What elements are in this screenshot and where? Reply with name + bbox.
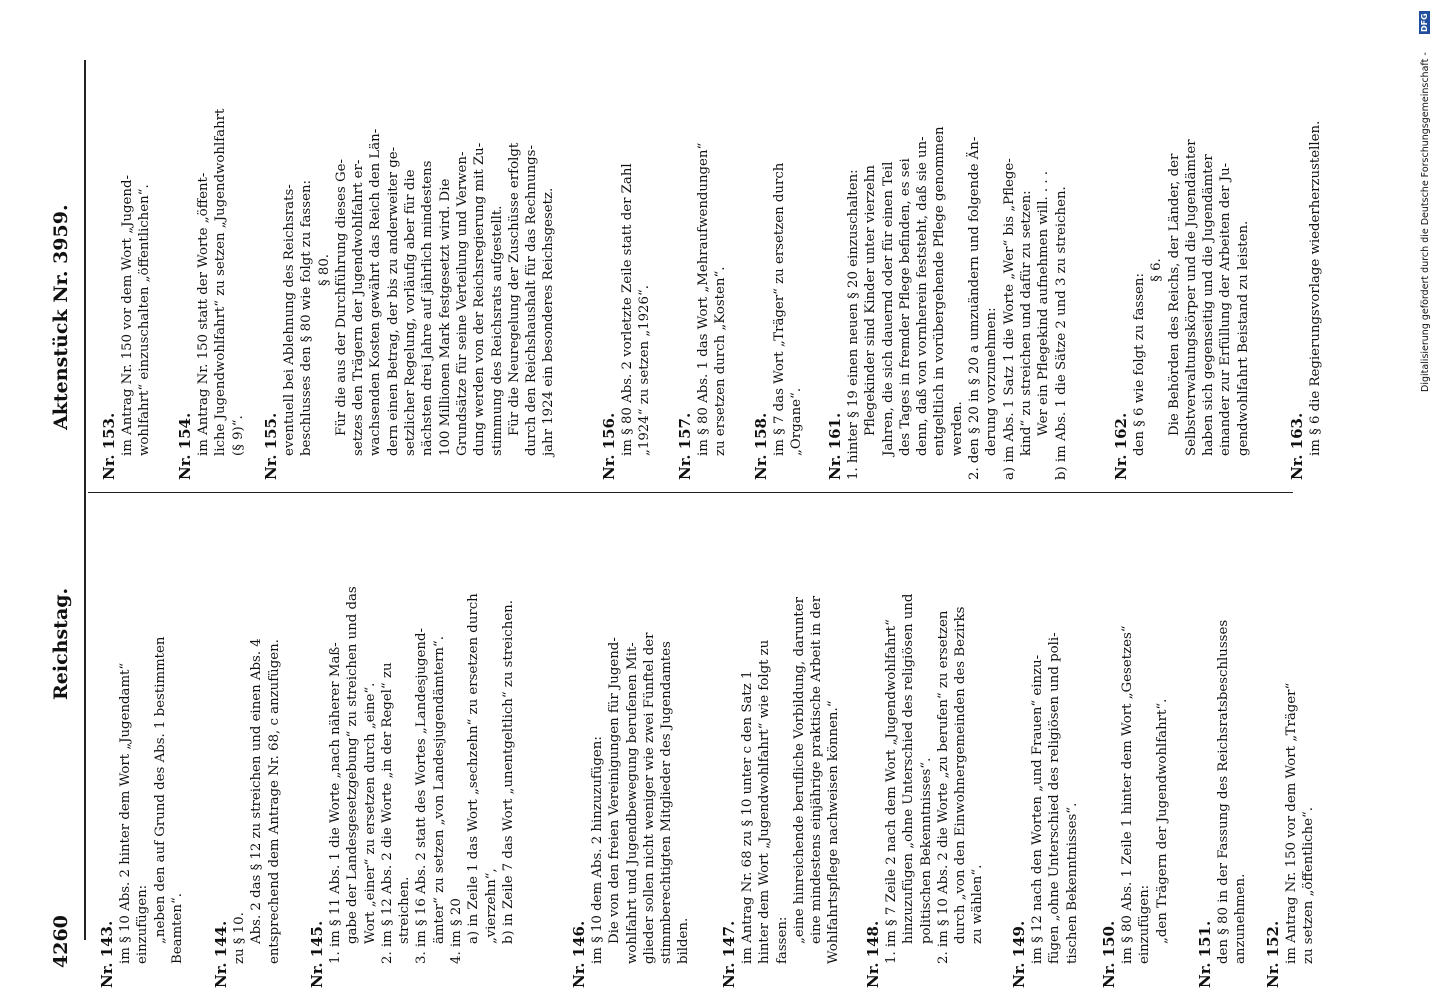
item-153: Nr. 153. im Antrag Nr. 150 vor dem Wort „Jugend- wohlfahrt“ einzuschalten „öffentlichen“.	[100, 60, 154, 480]
header-rule	[84, 60, 86, 940]
item-number: Nr. 157.	[676, 412, 694, 480]
item-150: Nr. 150. im § 80 Abs. 1 Zeile 1 hinter dem Wort „Gesetzes“ einzufügen: „den Trägern der Jugendwohlfahrt“.	[1100, 568, 1171, 988]
item-158: Nr. 158. im § 7 das Wort „Träger“ zu ersetzen durch „Organe“.	[752, 60, 806, 480]
item-145: Nr. 145. 1. im § 11 Abs. 1 die Worte „nach näherer Maß- gabe der Landesgesetzgebung“ zu streichen und das Wort „einer“ zu ersetzen durch „eine“. 2. im § 12 Abs. 2 die Worte „in der Regel“ zu streichen. 3. im § 16 Abs. 2 statt des Wortes „Landesjugend- ämter“ zu setzen „von Landesjugendämtern“. 4. im § 20 a) in Zeile 1 das Wort „sechzehn“ zu ersetzen durch „vierzehn“, b) in Zeile 7 das Wort „unentgeltlich“ zu streichen.	[308, 568, 517, 988]
item-number: Nr. 155.	[262, 412, 280, 480]
item-number: Nr. 161.	[826, 412, 844, 480]
item-147: Nr. 147. im Antrag Nr. 68 zu § 10 unter c den Satz 1 hinter dem Wort „Jugendwohlfahrt“ wie folgt zu fassen: „eine hinreichende berufliche Vorbildung, darunter eine mindestens einjährige praktische Arbeit in der Wohlfahrtspflege nachweisen können.“	[720, 568, 843, 988]
item-number: Nr. 150.	[1100, 920, 1118, 988]
digitization-note: Digitalisierung gefördert durch die Deutsche Forschungsgemeinschaft -	[1420, 52, 1431, 392]
item-number: Nr. 148.	[864, 920, 882, 988]
item-number: Nr. 163.	[1288, 412, 1306, 480]
item-146: Nr. 146. im § 10 dem Abs. 2 hinzuzufügen: Die von den freien Vereinigungen für Jugend- wohlfahrt und Jugendbewegung berufenen Mit- glieder sollen nicht weniger wie zwei Fünftel der stimmberechtigten Mitglieder des Jugendamtes bilden.	[570, 568, 693, 988]
item-156: Nr. 156. im § 80 Abs. 2 vorletzte Zeile statt der Zahl „1924“ zu setzen „1926“.	[600, 60, 654, 480]
item-149: Nr. 149. im § 12 nach den Worten „und Frauen“ einzu- fügen „ohne Unterschied des religiösen und poli- tischen Bekenntnisses“.	[1010, 568, 1081, 988]
item-number: Nr. 153.	[100, 412, 118, 480]
item-number: Nr. 152.	[1264, 920, 1282, 988]
item-number: Nr. 144.	[212, 920, 230, 988]
item-148: Nr. 148. 1. im § 7 Zeile 2 nach dem Wort „Jugendwohlfahrt“ hinzuzufügen „ohne Unterschied des religiösen und politischen Bekenntnisses“. 2. im § 10 Abs. 2 die Worte „zu berufen“ zu ersetzen durch „von den Einwohnergemeinden des Bezirks zu wählen“.	[864, 568, 987, 988]
item-163: Nr. 163. im § 6 die Regierungsvorlage wiederherzustellen.	[1288, 60, 1324, 480]
page-number: 4260	[50, 915, 72, 968]
column-divider	[88, 492, 1293, 493]
item-157: Nr. 157. im § 80 Abs. 1 das Wort „Mehraufwendungen“ zu ersetzen durch „Kosten“.	[676, 60, 730, 480]
item-161: Nr. 161. 1. hinter § 19 einen neuen § 20 einzuschalten: Pflegekinder sind Kinder unter vierzehn Jahren, die sich dauernd oder für einen Teil des Tages in fremder Pflege befinden, es sei denn, daß von vornherein feststeht, daß sie un- entgeltlich in vorübergehende Pflege genommen werden. 2. den § 20 in § 20 a umzuändern und folgende Än- derung vorzunehmen: a) im Abs. 1 Satz 1 die Worte „Wer“ bis „Pflege- kind“ zu streichen und dafür zu setzen: Wer ein Pflegekind aufnehmen will. . . . b) im Abs. 1 die Sätze 2 und 3 zu streichen.	[826, 60, 1070, 480]
item-151: Nr. 151. den § 80 in der Fassung des Reichsratsbeschlusses anzunehmen.	[1196, 568, 1250, 988]
item-144: Nr. 144. zu § 10. Abs. 2 das § 12 zu streichen und einen Abs. 4 entsprechend dem Antrage Nr. 68, c anzufügen.	[212, 568, 283, 988]
document-title: Aktenstück Nr. 3959.	[50, 204, 72, 430]
item-154: Nr. 154. im Antrag Nr. 150 statt der Worte „öffent- liche Jugendwohlfahrt“ zu setzen „Jugendwohlfahrt (§ 9)“.	[176, 60, 247, 480]
item-number: Nr. 145.	[308, 920, 326, 988]
item-number: Nr. 162.	[1112, 412, 1130, 480]
item-152: Nr. 152. im Antrag Nr. 150 vor dem Wort „Träger“ zu setzen „öffentliche“.	[1264, 568, 1318, 988]
item-143: Nr. 143. im § 10 Abs. 2 hinter dem Wort „Jugendamt“ einzufügen: „neben den auf Grund des Abs. 1 bestimmten Beamten“.	[98, 568, 186, 988]
item-number: Nr. 146.	[570, 920, 588, 988]
item-number: Nr. 149.	[1010, 920, 1028, 988]
item-number: Nr. 154.	[176, 412, 194, 480]
dfg-logo: DFG	[1420, 13, 1429, 32]
item-155: Nr. 155. eventuell bei Ablehnung des Reichsrats- beschlusses den § 80 wie folgt zu fassen: § 80. Für die aus der Durchführung dieses Ge- setzes den Trägern der Jugendwohlfahrt er- wachsenden Kosten gewährt das Reich den Län- dern einen Betrag, der bis zu anderweiter ge- setzlicher Regelung, vorläufig aber für die nächsten drei Jahre auf jährlich mindestens 100 Millionen Mark festgesetzt wird. Die Grundsätze für seine Verteilung und Verwen- dung werden von der Reichsregierung mit Zu- stimmung des Reichsrats aufgestellt. Für die Neuregelung der Zuschüsse erfolgt durch den Reichshaushalt für das Rechnungs- jahr 1924 ein besonderes Reichsgesetz.	[262, 60, 558, 480]
item-number: Nr. 158.	[752, 412, 770, 480]
item-number: Nr. 156.	[600, 412, 618, 480]
item-162: Nr. 162. den § 6 wie folgt zu fassen: § 6. Die Behörden des Reichs, der Länder, der Selbstverwaltungskörper und die Jugendämter haben sich gegenseitig und die Jugendämter einander zur Erfüllung der Arbeiten der Ju- gendwohlfahrt Beistand zu leisten.	[1112, 60, 1252, 480]
item-number: Nr. 143.	[98, 920, 116, 988]
parliament-title: Reichstag.	[50, 587, 72, 700]
item-number: Nr. 147.	[720, 920, 738, 988]
item-number: Nr. 151.	[1196, 920, 1214, 988]
